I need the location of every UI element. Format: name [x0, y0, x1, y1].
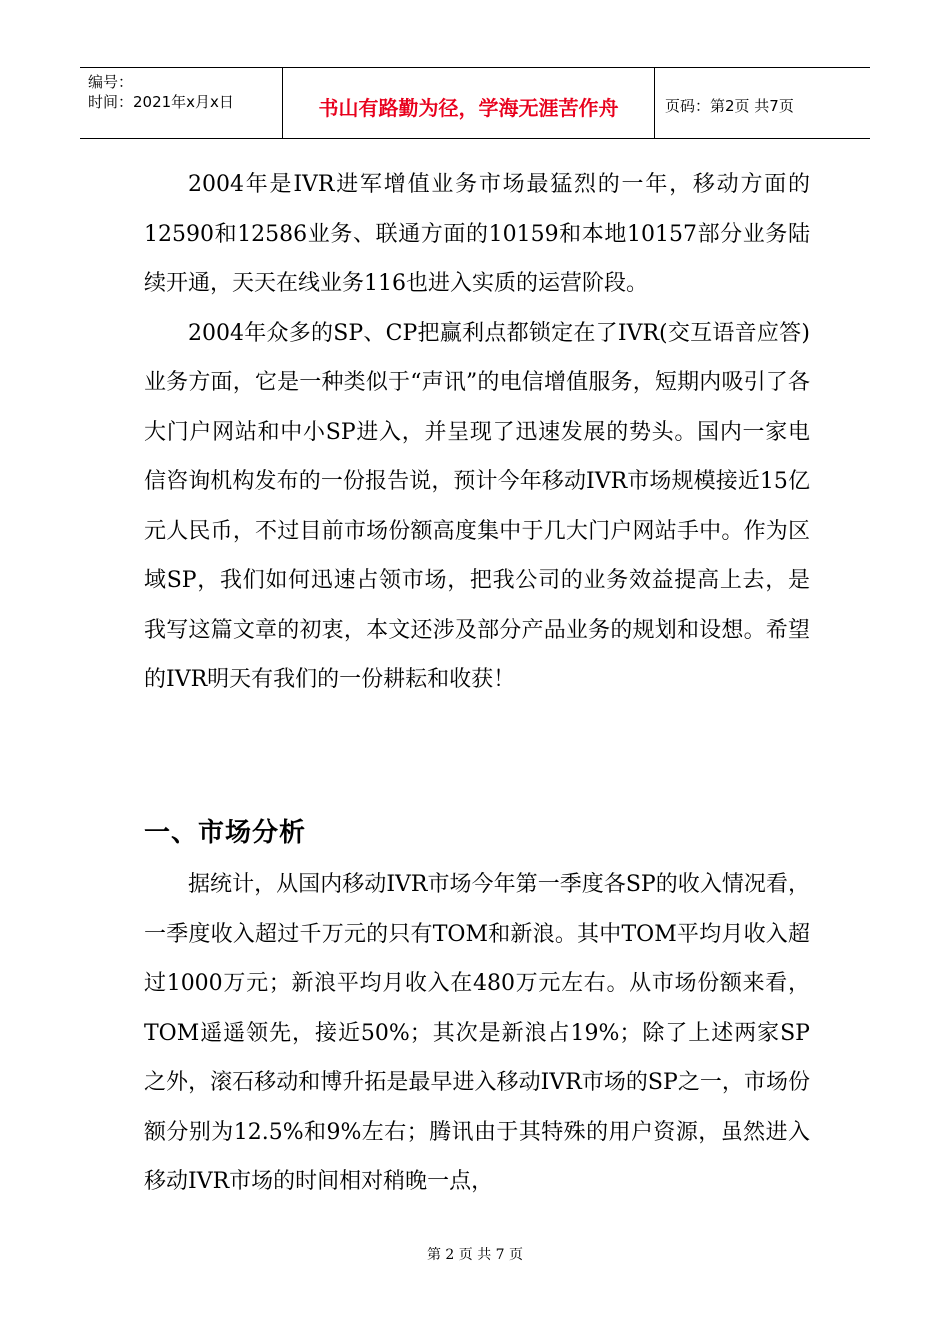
paragraph: 2004年是IVR进军增值业务市场最猛烈的一年，移动方面的12590和12586业务、联通方面的10159和本地10157部分业务陆续开通，天天在线业务116也进入实质的运营阶段。 — [144, 172, 810, 296]
page-footer: 第 2 页 共 7 页 — [426, 1247, 524, 1263]
number-label: 编号： — [88, 73, 134, 91]
paragraph: 2004年众多的SP、CP把赢利点都锁定在了IVR(交互语音应答)业务方面，它是一种类似于“声讯”的电信增值服务，短期内吸引了各大门户网站和中小SP进入，并呈现了迅速发展的势头。国内一家电信咨询机构发布的一份报告说，预计今年移动IVR市场规模接近15亿元人民币，不过目前市场份额高度集中于几大门户网站手中。作为区域SP，我们如何迅速占领市场，把我公司的业务效益提高上去，是我写这篇文章的初衷，本文还涉及部分产品业务的规划和设想。希望的IVR明天有我们的一份耕耘和收获！ — [144, 320, 810, 692]
paragraph: 据统计，从国内移动IVR市场今年第一季度各SP的收入情况看，一季度收入超过千万元的只有TOM和新浪。其中TOM平均月收入超过1000万元；新浪平均月收入在480万元左右。从市场份额来看，TOM遥遥领先，接近50%；其次是新浪占19%；除了上述两家SP之外，滚石移动和博升拓是最早进入移动IVR市场的SP之一，市场份额分别为12.5%和9%左右；腾讯由于其特殊的用户资源，虽然进入移动IVR市场的时间相对稍晚一点， — [144, 872, 810, 1194]
intro-body — [144, 160, 810, 705]
section-body — [144, 860, 810, 1207]
document-header — [80, 67, 870, 139]
header-meta-cell — [80, 68, 283, 138]
header-page-info: 页码：第2页 共7页 — [665, 96, 794, 115]
header-motto: 书山有路勤为径，学海无涯苦作舟 — [283, 68, 655, 138]
section-heading: 一、市场分析 — [144, 818, 307, 848]
time-label: 时间：2021年x月x日 — [88, 93, 234, 111]
